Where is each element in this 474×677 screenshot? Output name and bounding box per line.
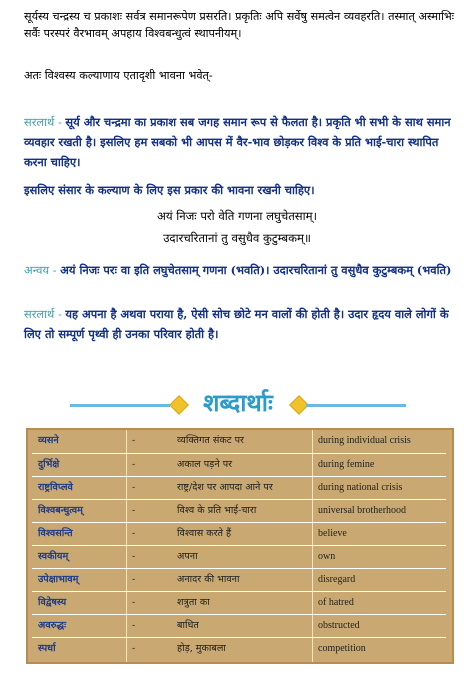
glossary-word: उपेक्षाभावम् bbox=[38, 574, 79, 585]
glossary-heading bbox=[0, 388, 474, 422]
glossary-row bbox=[32, 476, 446, 499]
sarlarth-label: सरलार्थ bbox=[24, 115, 55, 129]
glossary-english-meaning: during femine bbox=[318, 459, 375, 470]
sarlarth-text: सूर्य और चन्द्रमा का प्रकाश सब जगह समान रूप से फैलता है। प्रकृति भी सभी के साथ समान व्यवहार रखती है। इसलिए हम सबको भी आपस में वैर-भाव छोड़कर विश्व के प्रति भाई-चारा स्थापित करना चाहिए। bbox=[24, 115, 451, 169]
glossary-hindi-meaning: विश्व के प्रति भाई-चारा bbox=[177, 505, 257, 516]
glossary-english-meaning: own bbox=[318, 551, 336, 562]
glossary-dash: - bbox=[132, 528, 136, 539]
glossary-dash: - bbox=[132, 505, 136, 516]
anvaya-text: अयं निजः परः वा इति लघुचेतसाम् गणना (भवति)। उदारचरितानां तु वसुधैव कुटुम्बकम् (भवति) bbox=[60, 263, 452, 277]
glossary-row bbox=[32, 453, 446, 476]
sarlarth-section-2 bbox=[24, 304, 454, 344]
anvaya-section bbox=[24, 260, 454, 280]
glossary-english-meaning: universal brotherhood bbox=[318, 505, 407, 516]
glossary-english-meaning: of hatred bbox=[318, 597, 354, 608]
glossary-english-meaning: obstructed bbox=[318, 620, 360, 631]
glossary-dash: - bbox=[132, 643, 136, 654]
glossary-row bbox=[32, 568, 446, 591]
glossary-hindi-meaning: अकाल पड़ने पर bbox=[177, 459, 233, 470]
glossary-hindi-meaning: होड़, मुकाबला bbox=[177, 643, 226, 654]
glossary-dash: - bbox=[132, 620, 136, 631]
glossary-row bbox=[32, 430, 446, 452]
glossary-row bbox=[32, 614, 446, 637]
glossary-hindi-meaning: राष्ट्र/देश पर आपदा आने पर bbox=[177, 482, 273, 493]
glossary-dash: - bbox=[132, 551, 136, 562]
sarlarth-conclusion: इसलिए संसार के कल्याण के लिए इस प्रकार की भावना रखनी चाहिए। bbox=[24, 183, 315, 197]
glossary-english-meaning: competition bbox=[318, 643, 366, 654]
sarlarth-dash-2: - bbox=[57, 307, 62, 321]
glossary-word: स्वकीयम् bbox=[38, 551, 69, 562]
glossary-english-meaning: disregard bbox=[318, 574, 356, 585]
glossary-english-meaning: believe bbox=[318, 528, 347, 539]
glossary-dash: - bbox=[132, 574, 136, 585]
sarlarth-dash: - bbox=[57, 115, 62, 129]
glossary-hindi-meaning: शत्रुता का bbox=[177, 597, 210, 608]
glossary-word: विश्वबन्धुत्वम् bbox=[38, 505, 83, 516]
glossary-word: स्पर्धा bbox=[38, 643, 56, 654]
verse-line-1: अयं निजः परो वेति गणना लघुचेतसाम्। bbox=[157, 209, 317, 223]
glossary-table bbox=[26, 428, 454, 664]
verse-line-2: उदारचरितानां तु वसुधैव कुटुम्बकम्॥ bbox=[163, 231, 311, 245]
sarlarth-text-2: यह अपना है अथवा पराया है, ऐसी सोच छोटे मन वालों की होती है। उदार हृदय वाले लोगों के लिए तो सम्पूर्ण पृथ्वी ही उनका परिवार होती है। bbox=[24, 307, 449, 341]
sanskrit-prose: सूर्यस्य चन्द्रस्य च प्रकाशः सर्वत्र समानरूपेण प्रसरति। प्रकृतिः अपि सर्वेषु समत्वेन व्यवहरति। तस्मात् अस्माभिः सर्वैः परस्परं वैरभावम् अपहाय विश्वबन्धुत्वं स्थापनीयम्। bbox=[24, 10, 454, 40]
anvaya-dash: - bbox=[52, 263, 57, 277]
glossary-row bbox=[32, 522, 446, 545]
anvaya-label: अन्वय bbox=[24, 263, 50, 277]
heading-rule-left bbox=[70, 404, 170, 407]
glossary-english-meaning: during national crisis bbox=[318, 482, 403, 493]
glossary-row bbox=[32, 637, 446, 660]
glossary-hindi-meaning: अनादर की भावना bbox=[177, 574, 240, 585]
glossary-hindi-meaning: व्यक्तिगत संकट पर bbox=[177, 435, 244, 446]
glossary-row bbox=[32, 591, 446, 614]
glossary-title: शब्दार्थाः bbox=[203, 388, 273, 417]
glossary-dash: - bbox=[132, 435, 136, 446]
heading-rule-right bbox=[306, 404, 406, 407]
glossary-row bbox=[32, 499, 446, 522]
glossary-english-meaning: during individual crisis bbox=[318, 435, 411, 446]
glossary-word: विद्वेषस्य bbox=[38, 597, 67, 608]
glossary-dash: - bbox=[132, 459, 136, 470]
glossary-hindi-meaning: विश्वास करते हैं bbox=[177, 528, 232, 539]
glossary-hindi-meaning: बाधित bbox=[177, 620, 199, 631]
sanskrit-prose-conclusion: अतः विश्वस्य कल्याणाय एतादृशी भावना भवेत्- bbox=[24, 69, 213, 82]
glossary-word: दुर्भिक्षे bbox=[38, 459, 60, 470]
glossary-word: अवरुद्धः bbox=[38, 620, 67, 631]
glossary-dash: - bbox=[132, 597, 136, 608]
glossary-word: राष्ट्रविप्लवे bbox=[38, 482, 73, 493]
glossary-dash: - bbox=[132, 482, 136, 493]
glossary-word: विश्वसन्ति bbox=[38, 528, 73, 539]
glossary-hindi-meaning: अपना bbox=[177, 551, 198, 562]
glossary-row bbox=[32, 545, 446, 568]
sarlarth-section-1 bbox=[24, 112, 454, 172]
glossary-word: व्यसने bbox=[38, 435, 59, 446]
sarlarth-label-2: सरलार्थ bbox=[24, 307, 55, 321]
